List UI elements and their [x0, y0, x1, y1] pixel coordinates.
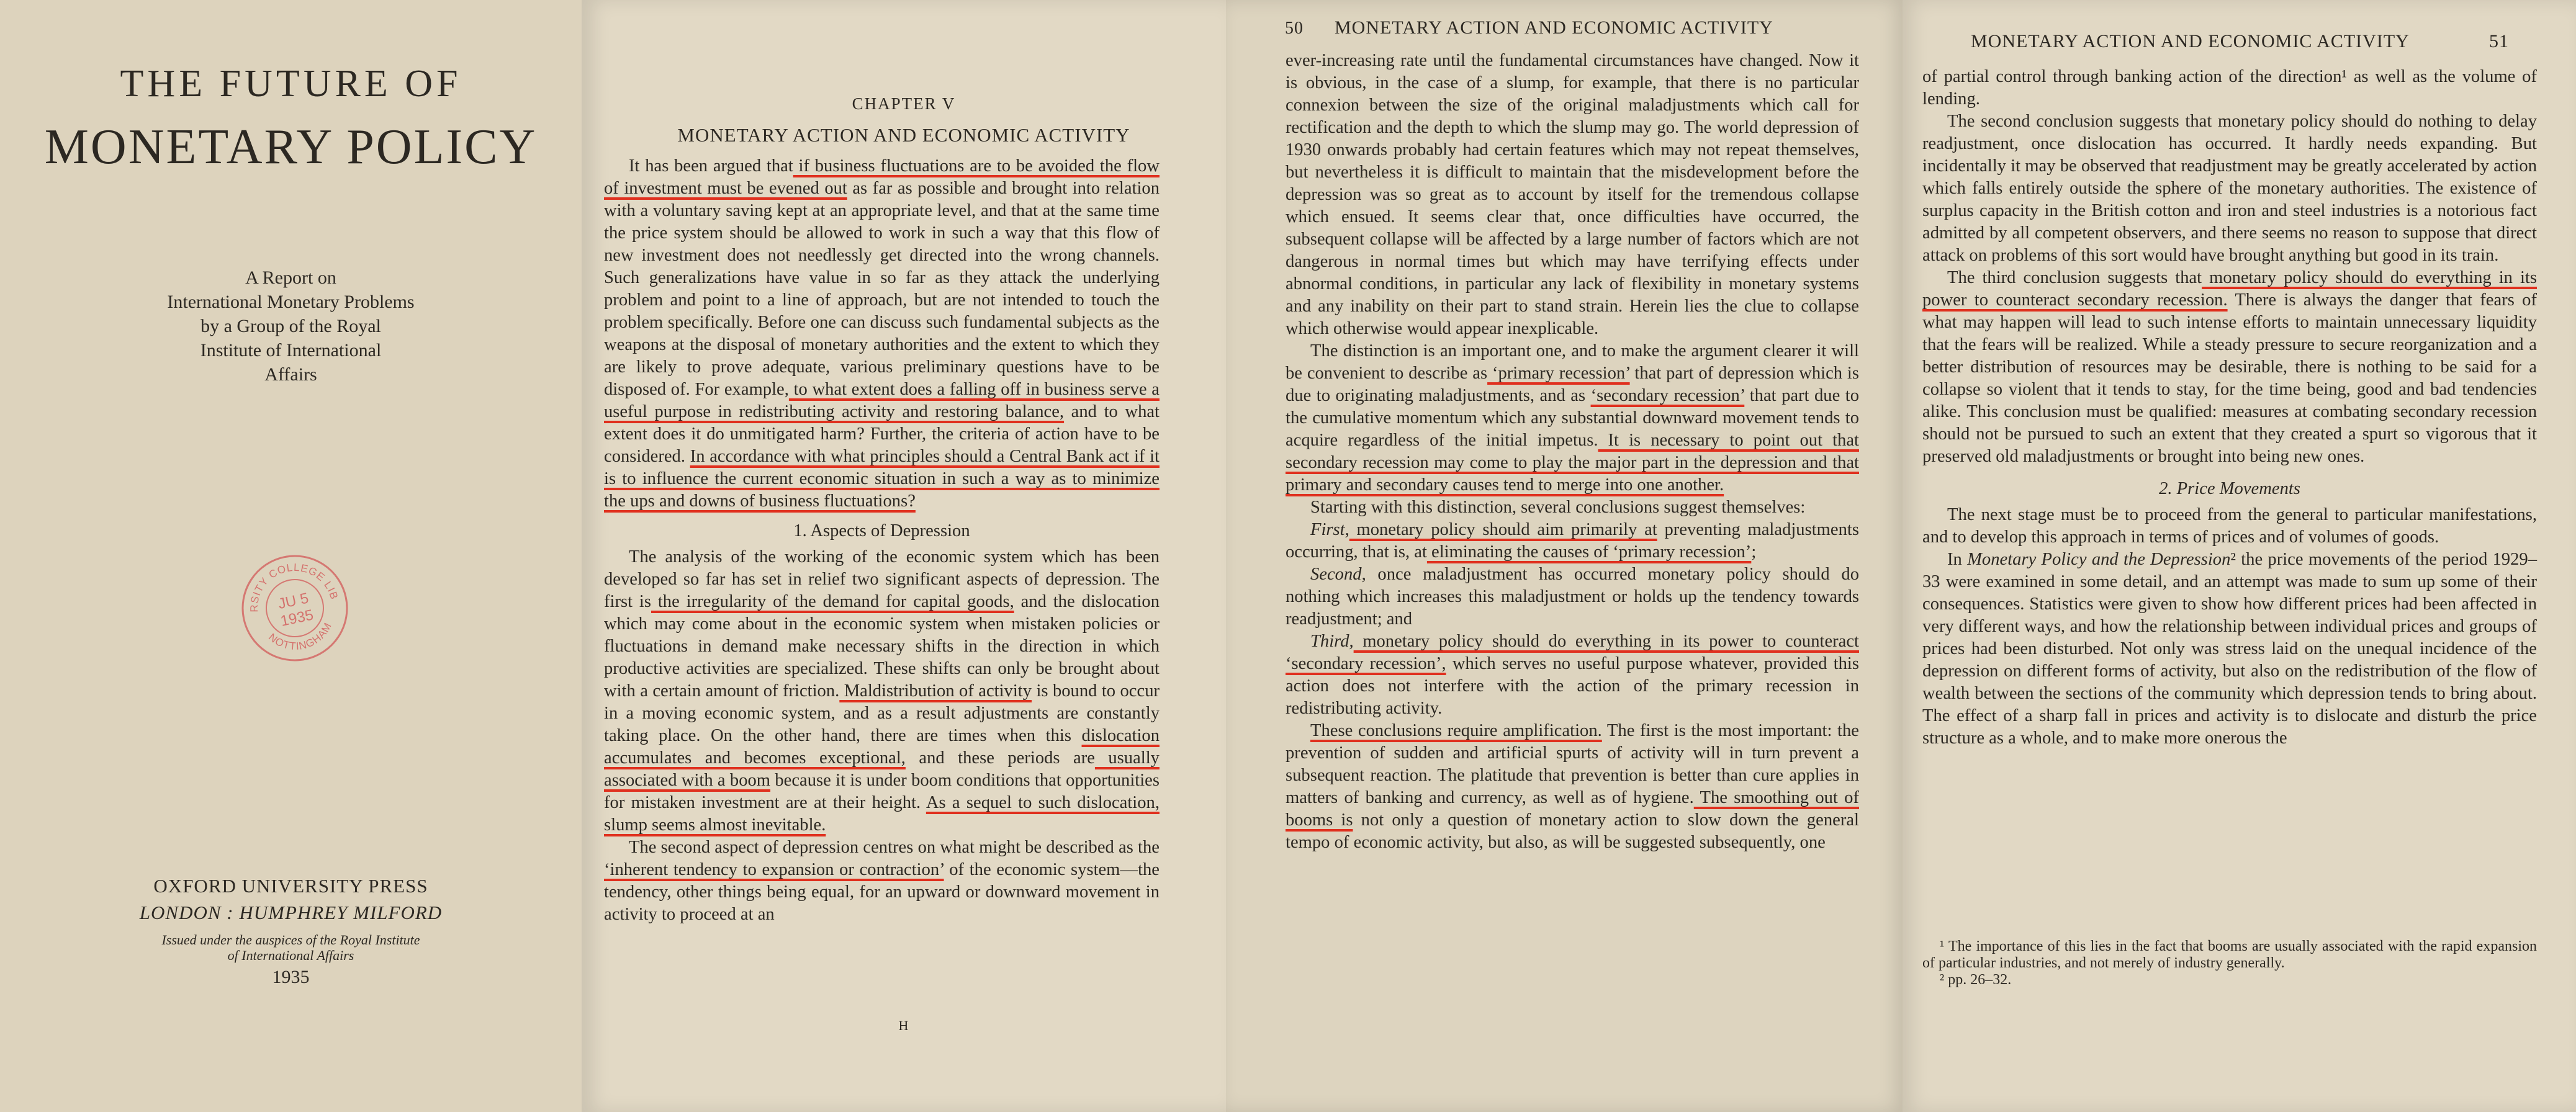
paragraph	[1922, 267, 2537, 468]
footnotes	[1922, 938, 2537, 989]
underlined-text: These conclusions require amplification.	[1310, 721, 1602, 740]
section-heading: 1. Aspects of Depression	[793, 521, 970, 540]
footnote: ¹ The importance of this lies in the fact that booms are usually associated with the rapid expansion of particular industries, and not merely of industry generally.	[1922, 938, 2537, 971]
underlined-text: It is necessary to point out that secondary recession may come to play the major part in the depression and that primary and secondary causes tend to merge into one another.	[1286, 431, 1859, 495]
chapter-number: CHAPTER V	[852, 94, 956, 113]
underlined-text: eliminating the causes of ‘primary recession’	[1426, 542, 1752, 562]
book-title-line1: THE FUTURE OF	[120, 63, 462, 105]
underlined-text: if business fluctuations are to be avoided the flow of investment must be evened out	[604, 156, 1160, 198]
text: because it is under boom conditions that opportunities for mistaken investment are at their height.	[604, 771, 1160, 812]
book-title-line2: MONETARY POLICY	[44, 120, 538, 174]
text: that part due to the cumulative momentum which any substantial downward movement tends to acquire regardless of the initial impetus.	[1286, 386, 1860, 450]
underlined-text: ‘primary recession’	[1487, 364, 1630, 383]
footnote: ² pp. 26–32.	[1940, 972, 2012, 988]
library-stamp	[239, 552, 351, 664]
text: There is always the danger that fears of what may happen will lead to such intense efforts to maintain unnecessary liquidity that the fears will be realized. While a steady pressure to secure reorganization and a better distribution of resources may be desirable, there is nothing to be said for a collapse so violent that it tends to stay, for the time being, good and bad tendencies alike. This conclusion must be qualified: measures at combating secondary recession should not be pursued to such an extent that they created a spurt so vigorous that it preserved old maladjustments or brought into being new ones.	[1922, 290, 2537, 466]
section-heading: 2. Price Movements	[2159, 479, 2300, 498]
subtitle	[0, 266, 582, 387]
text: First,	[1310, 520, 1349, 539]
publication-year: 1935	[272, 967, 310, 987]
publisher-london: LONDON : HUMPHREY MILFORD	[139, 902, 443, 923]
chapter-title: MONETARY ACTION AND ECONOMIC ACTIVITY	[677, 124, 1130, 146]
stamp-date2: 1935	[279, 606, 315, 630]
text: preventing maladjustments occurring, that is, at	[1286, 520, 1859, 562]
subtitle-line: by a Group of the Royal	[200, 316, 381, 336]
paragraph	[604, 155, 1160, 513]
text: Third,	[1310, 632, 1354, 651]
auspice-line: of International Affairs	[227, 948, 354, 963]
text: The third conclusion suggests that	[1947, 268, 2202, 287]
stamp-bottom-text: NOTTINGHAM	[266, 620, 335, 653]
underlined-text: ‘inherent tendency to expansion or contraction’	[604, 860, 944, 879]
text: that part of depression which is due to originating maladjustments, and as	[1286, 364, 1859, 405]
paragraph	[604, 836, 1160, 926]
page-number: 51	[2489, 31, 2509, 52]
page-51	[1903, 0, 2576, 1112]
text: and to what extent does it do unmitigated harm? Further, the criteria of action have to be considered.	[604, 402, 1160, 466]
text: as far as possible and brought into relation with a voluntary saving kept at an appropriate level, and that at the same time the price system should be allowed to work in such a way that this flow of new investment does not needlessly get directed into the wrong channels. Such generalizations have value in so far as they attack the underlying problem and point to a line of approach, but are not intended to touch the problem specifically. Before one can discuss such fundamental subjects as the weapons at the disposal of monetary authorities and the extent to which they are likely to prove adequate, various preliminary questions have to be disposed of. For example,	[604, 179, 1160, 399]
paragraph: of partial control through banking action of the direction¹ as well as the volume of lending.	[1922, 67, 2537, 109]
underlined-text: In accordance with what principles should a Central Bank act if it is to influence the current economic situation in such a way as to minimize the ups and downs of business fluctuations?	[604, 447, 1160, 511]
text: and	[1382, 609, 1413, 629]
paragraph	[1286, 519, 1859, 563]
stamp-top-text: UNIVERSITY COLLEGE LIBRARY	[248, 561, 341, 612]
page-49-body	[604, 155, 1160, 926]
underlined-text: to what extent does a falling off in business serve a useful purpose in redistributing activity and restoring balance,	[604, 380, 1160, 421]
underlined-text: monetary policy should aim primarily at	[1349, 520, 1657, 539]
running-head: MONETARY ACTION AND ECONOMIC ACTIVITY	[1335, 17, 1773, 38]
paragraph: The second conclusion suggests that monetary policy should do nothing to delay readjustment, once dislocation has occurred. It hardly needs expanding. But incidentally it may be observed that readjustment may be greatly accelerated by action which falls entirely outside the sphere of the monetary authorities. The existence of surplus capacity in the British cotton and iron and steel industries is a notorious fact admitted by all competent observers, and there seems no reason to suppose that direct attack on problems of this sort would have brought anything but good in its train.	[1922, 112, 2537, 265]
book-title: Monetary Policy and the Depression	[1961, 550, 2231, 569]
text: is bound to occur in a moving economic system, and as a result adjustments are constantly taking place. On the other hand, there are times when this	[604, 681, 1160, 745]
page-49	[582, 0, 1226, 1112]
underlined-text: ‘secondary recession’	[1590, 386, 1745, 405]
text: not only a question of monetary action to slow down the general tempo of economic activity, but also, as will be suggested subsequently, one	[1286, 810, 1859, 852]
subtitle-line: A Report on	[245, 267, 336, 288]
text: In	[1947, 550, 1962, 569]
text: and the dislocation which may come about in the economic system when mistaken policies or fluctuations in demand make necessary shifts in the direction in which productive activities are specialized. These shifts can only be brought about with a certain amount of friction.	[604, 592, 1160, 701]
title-page	[0, 0, 582, 1112]
subtitle-line: Institute of International	[200, 340, 382, 361]
text: The analysis of the working of the economic system which has been developed so far has set in relief two significant aspects of depression. The first is	[604, 547, 1160, 611]
page-50-body	[1286, 50, 1859, 854]
running-head: MONETARY ACTION AND ECONOMIC ACTIVITY	[1971, 31, 2410, 52]
paragraph	[1286, 340, 1859, 496]
auspice-line: Issued under the auspices of the Royal Institute	[161, 932, 420, 948]
text: Second,	[1310, 565, 1366, 584]
underlined-text: dislocation accumulates and becomes exceptional,	[604, 726, 1160, 768]
paragraph: ever-increasing rate until the fundamental circumstances have changed. Now it is obvious, in the case of a slump, for example, that there is no particular connexion between the size of the original maladjustments which call for rectification and the depth to which the slump may go. The world depression of 1930 onwards probably had certain features which may not repeat themselves, but nevertheless it is difficult to maintain that the misdevelopment before the depression was so great as to account by itself for the tremendous collapse which ensued. It seems clear that, once difficulties have occurred, the subsequent collapse will be affected by a large number of factors which are not dangerous in normal times but which may have terrifying effects under abnormal conditions, in particular any lack of flexibility in monetary systems and any inability on their part to stand strain. Herein lies the clue to collapse which otherwise would appear inexplicable.	[1286, 51, 1859, 338]
text: and these periods are	[905, 748, 1095, 768]
page-50	[1226, 0, 1903, 1112]
paragraph	[1286, 563, 1859, 630]
stamp-date1: JU 5	[276, 590, 310, 613]
underlined-text: usually associated with a boom	[604, 748, 1160, 790]
underlined-text: As a sequel to such dislocation, slump seems almost inevitable.	[604, 793, 1160, 835]
subtitle-line: International Monetary Problems	[167, 292, 415, 312]
page-number: 50	[1285, 19, 1304, 38]
publisher: OXFORD UNIVERSITY PRESS	[153, 875, 428, 897]
text: ;	[1751, 542, 1757, 562]
text: once maladjustment has occurred monetary policy should do nothing which increases this maladjustment or holds up the tendency towards readjustment;	[1286, 565, 1859, 629]
underlined-text: Maldistribution of activity	[839, 681, 1032, 701]
text: The second aspect of depression centres on what might be described as the	[629, 838, 1160, 857]
text: The distinction is an important one, and to make the argument clearer it will be convenient to describe as	[1286, 341, 1859, 383]
paragraph	[1286, 630, 1859, 720]
text: ² the price movements of the period 1929–33 were examined in some detail, and an attempt was made to sum up some of their consequences. Statistics were given to show how different prices had been affected in very different ways, and how the relationship between individual prices and groups of prices had been disturbed. Not only was stress laid on the unequal incidence of the depression on different forms of activity, but also on the redistribution of the flow of wealth between the sections of the community which depression tends to bring about. The effect of a sharp fall in prices and activity is to dislocate and disturb the price structure as a whole, and to make more onerous the	[1922, 550, 2537, 748]
text: of the economic system—the tendency, other things being equal, for an upward or downward movement in activity to proceed at an	[604, 860, 1160, 924]
subtitle-line: Affairs	[264, 364, 317, 385]
page-51-body	[1922, 66, 2537, 750]
paragraph	[604, 546, 1160, 836]
text: The first is the most important: the prevention of sudden and artificial spurts of activity will in turn prevent a subsequent reaction. The platitude that prevention is better than cure applies in matters of banking and currency, as well as of hygiene.	[1286, 721, 1859, 807]
underlined-text: The smoothing out of booms is	[1286, 788, 1859, 830]
signature-mark: H	[898, 1018, 909, 1033]
auspice-note	[0, 932, 582, 963]
paragraph: The next stage must be to proceed from the general to particular manifestations, and to develop this approach in terms of prices and of volumes of goods.	[1922, 505, 2537, 547]
paragraph	[1922, 549, 2537, 750]
text: which serves no useful purpose whatever, provided this action does not interfere with the action of the primary recession in redistributing activity.	[1286, 654, 1860, 718]
underlined-text: the irregularity of the demand for capital goods,	[651, 592, 1014, 611]
underlined-text: monetary policy should do everything in its power to counteract ‘secondary recession’,	[1286, 632, 1859, 673]
text: It has been argued that	[629, 156, 793, 176]
paragraph	[1286, 720, 1859, 854]
paragraph: Starting with this distinction, several conclusions suggest themselves:	[1310, 498, 1806, 517]
underlined-text: monetary policy should do everything in its power to counteract secondary recession.	[1922, 268, 2537, 310]
